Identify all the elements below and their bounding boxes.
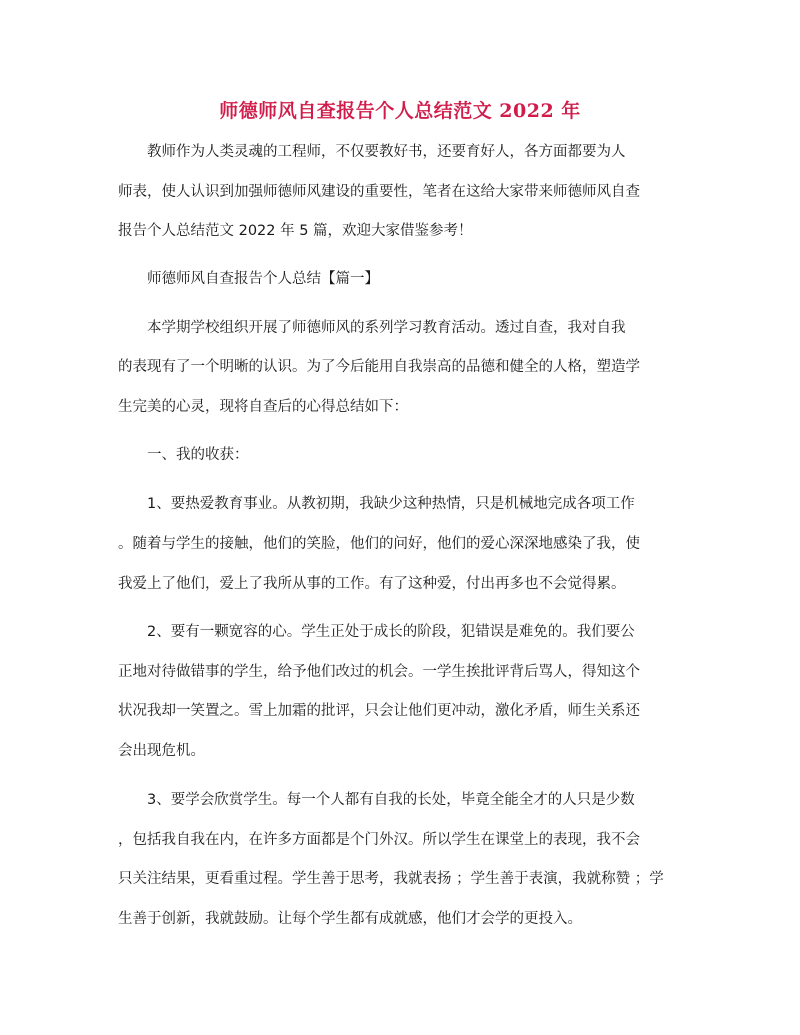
paragraph-line: 只关注结果，更看重过程。学生善于思考，我就表扬 ；学生善于表演，我就称赞 ；学 (118, 871, 664, 887)
paragraph-line: 生善于创新，我就鼓励。让每个学生都有成就感，他们才会学的更投入。 (118, 911, 582, 927)
paragraph-line: 的表现有了一个明晰的认识。为了今后能用自我崇高的品德和健全的人格，塑造学 (118, 359, 640, 375)
document-title: 师德师风自查报告个人总结范文 2022 年 (219, 100, 581, 122)
paragraph-line: 我爱上了他们，爱上了我所从事的工作。有了这种爱，付出再多也不会觉得累。 (118, 576, 626, 592)
paragraph-line: 。随着与学生的接触，他们的笑脸，他们的问好，他们的爱心深深地感染了我，使 (118, 536, 640, 552)
paragraph-line: 会出现危机。 (118, 743, 205, 759)
paragraph-line: 正地对待做错事的学生，给予他们改过的机会。一学生挨批评背后骂人，得知这个 (118, 664, 640, 680)
paragraph-line: 生完美的心灵，现将自查后的心得总结如下： (118, 399, 408, 415)
subsection-heading: 一、我的收获： (147, 447, 249, 463)
paragraph-line: 师表，使人认识到加强师德师风建设的重要性，笔者在这给大家带来师德师风自查 (118, 184, 640, 200)
paragraph-line: 3、要学会欣赏学生。每一个人都有自我的长处，毕竟全能全才的人只是少数 (147, 792, 635, 808)
paragraph-line: 1、要热爱教育事业。从教初期，我缺少这种热情，只是机械地完成各项工作 (147, 496, 635, 512)
paragraph-line: ，包括我自我在内，在许多方面都是个门外汉。所以学生在课堂上的表现，我不会 (118, 832, 640, 848)
paragraph-line: 状况我却一笑置之。雪上加霜的批评，只会让他们更冲动，激化矛盾，师生关系还 (118, 703, 640, 719)
paragraph-line: 本学期学校组织开展了师德师风的系列学习教育活动。透过自查，我对自我 (147, 320, 626, 336)
paragraph-line: 教师作为人类灵魂的工程师，不仅要教好书，还要育好人，各方面都要为人 (147, 144, 626, 160)
section-heading: 师德师风自查报告个人总结【篇一】 (147, 271, 379, 287)
paragraph-line: 2、要有一颗宽容的心。学生正处于成长的阶段，犯错误是难免的。我们要公 (147, 624, 635, 640)
paragraph-line: 报告个人总结范文 2022 年 5 篇，欢迎大家借鉴参考！ (118, 223, 473, 239)
